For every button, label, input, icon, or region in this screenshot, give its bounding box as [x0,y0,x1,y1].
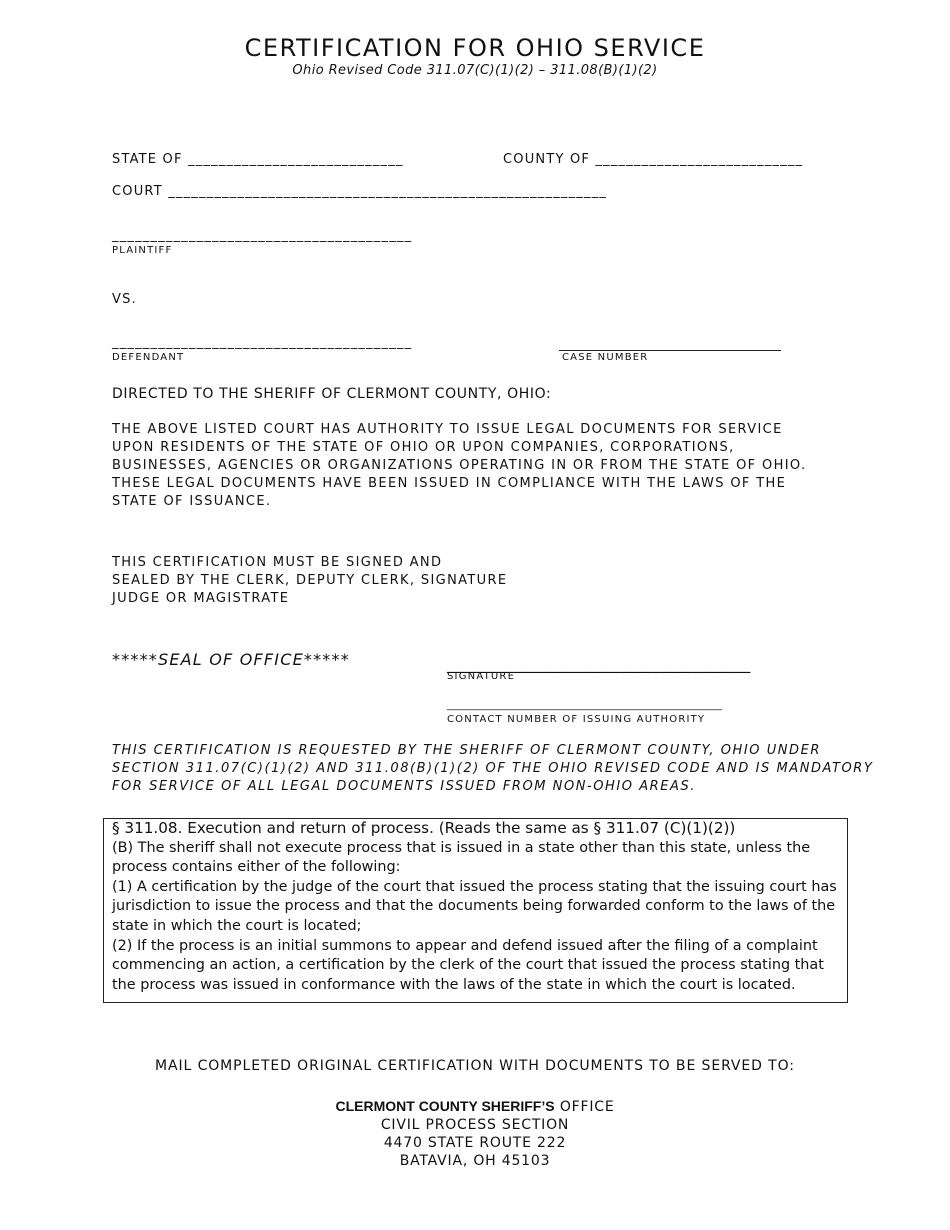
authority-line: UPON RESIDENTS OF THE STATE OF OHIO OR UPON COMPANIES, CORPORATIONS, [112,440,735,455]
certification-note [112,554,507,608]
address-city: BATAVIA, OH 45103 [399,1153,551,1169]
request-paragraph [112,742,873,796]
request-line: THIS CERTIFICATION IS REQUESTED BY THE SHERIFF OF CLERMONT COUNTY, OHIO UNDER [112,743,821,758]
note-line: SEALED BY THE CLERK, DEPUTY CLERK, SIGNATURE [112,573,508,588]
statute-paragraph-2: (2) If the process is an initial summons to appear and defend issued after the filing of a complaint commencing an action, a certification by the clerk of the court that issued the process stating that the process was issued in conformance with the laws of the state in which the court is located. [112,937,824,993]
state-label: STATE OF [112,152,183,167]
authority-line: STATE OF ISSUANCE. [112,494,272,509]
contact-number-label: CONTACT NUMBER OF ISSUING AUTHORITY [447,714,706,725]
statute-paragraph-1: (1) A certification by the judge of the court that issued the process stating that the issuing court has jurisdiction to issue the process and that the documents being forwarded conform to the laws of the state in which the court is located; [112,878,837,934]
plaintiff-line[interactable]: _______________________________________ [112,228,413,243]
state-field[interactable] [112,152,404,167]
mailing-address [0,1097,950,1170]
note-line: JUDGE OR MAGISTRATE [112,591,290,606]
case-number-label: CASE NUMBER [562,352,649,363]
plaintiff-label: PLAINTIFF [112,245,173,256]
document-title: CERTIFICATION FOR OHIO SERVICE [244,34,706,62]
address-office-suffix: OFFICE [554,1099,615,1115]
defendant-label: DEFENDANT [112,352,185,363]
address-office-name: CLERMONT COUNTY SHERIFF’S [335,1098,555,1114]
signature-line[interactable]: _____________________________________ [447,654,751,673]
defendant-line[interactable]: _______________________________________ [112,335,413,350]
document-subtitle: Ohio Revised Code 311.07(C)(1)(2) – 311.08(B)(1)(2) [292,63,658,78]
address-office [0,1097,950,1116]
request-line: SECTION 311.07(C)(1)(2) AND 311.08(B)(1)(2) OF THE OHIO REVISED CODE AND IS MANDATORY [112,761,874,776]
mail-instruction: MAIL COMPLETED ORIGINAL CERTIFICATION WITH DOCUMENTS TO BE SERVED TO: [155,1058,795,1074]
contact-number-line[interactable]: _______________________________________________________ [447,700,722,711]
seal-of-office: *****SEAL OF OFFICE***** [112,650,350,669]
county-field[interactable] [503,152,803,167]
directed-to-heading: DIRECTED TO THE SHERIFF OF CLERMONT COUNTY, OHIO: [112,386,552,402]
statute-paragraph-b: (B) The sheriff shall not execute process that is issued in a state other than this state, unless the process contains either of the following: [112,839,811,876]
statute-heading: § 311.08. Execution and return of process. (Reads the same as § 311.07 (C)(1)(2)) [112,819,736,837]
authority-line: THE ABOVE LISTED COURT HAS AUTHORITY TO ISSUE LEGAL DOCUMENTS FOR SERVICE [112,422,783,437]
request-line: FOR SERVICE OF ALL LEGAL DOCUMENTS ISSUED FROM NON-OHIO AREAS. [112,779,696,794]
vs-label: VS. [112,292,137,307]
county-label: COUNTY OF [503,152,591,167]
signature-label: SIGNATURE [447,671,516,682]
note-line: THIS CERTIFICATION MUST BE SIGNED AND [112,555,443,570]
court-label: COURT [112,184,163,199]
address-street: 4470 STATE ROUTE 222 [383,1135,567,1151]
court-line[interactable]: _________________________________________________________ [168,184,608,199]
case-number-line[interactable] [559,350,781,351]
address-section: CIVIL PROCESS SECTION [380,1117,570,1133]
authority-line: BUSINESSES, AGENCIES OR ORGANIZATIONS OPERATING IN OR FROM THE STATE OF OHIO. [112,458,807,473]
statute-box [103,818,848,1003]
court-field[interactable] [112,184,607,199]
state-line[interactable]: ____________________________ [188,152,404,167]
authority-line: THESE LEGAL DOCUMENTS HAVE BEEN ISSUED IN COMPLIANCE WITH THE LAWS OF THE [112,476,787,491]
authority-paragraph [112,421,806,511]
county-line[interactable]: ___________________________ [595,152,804,167]
